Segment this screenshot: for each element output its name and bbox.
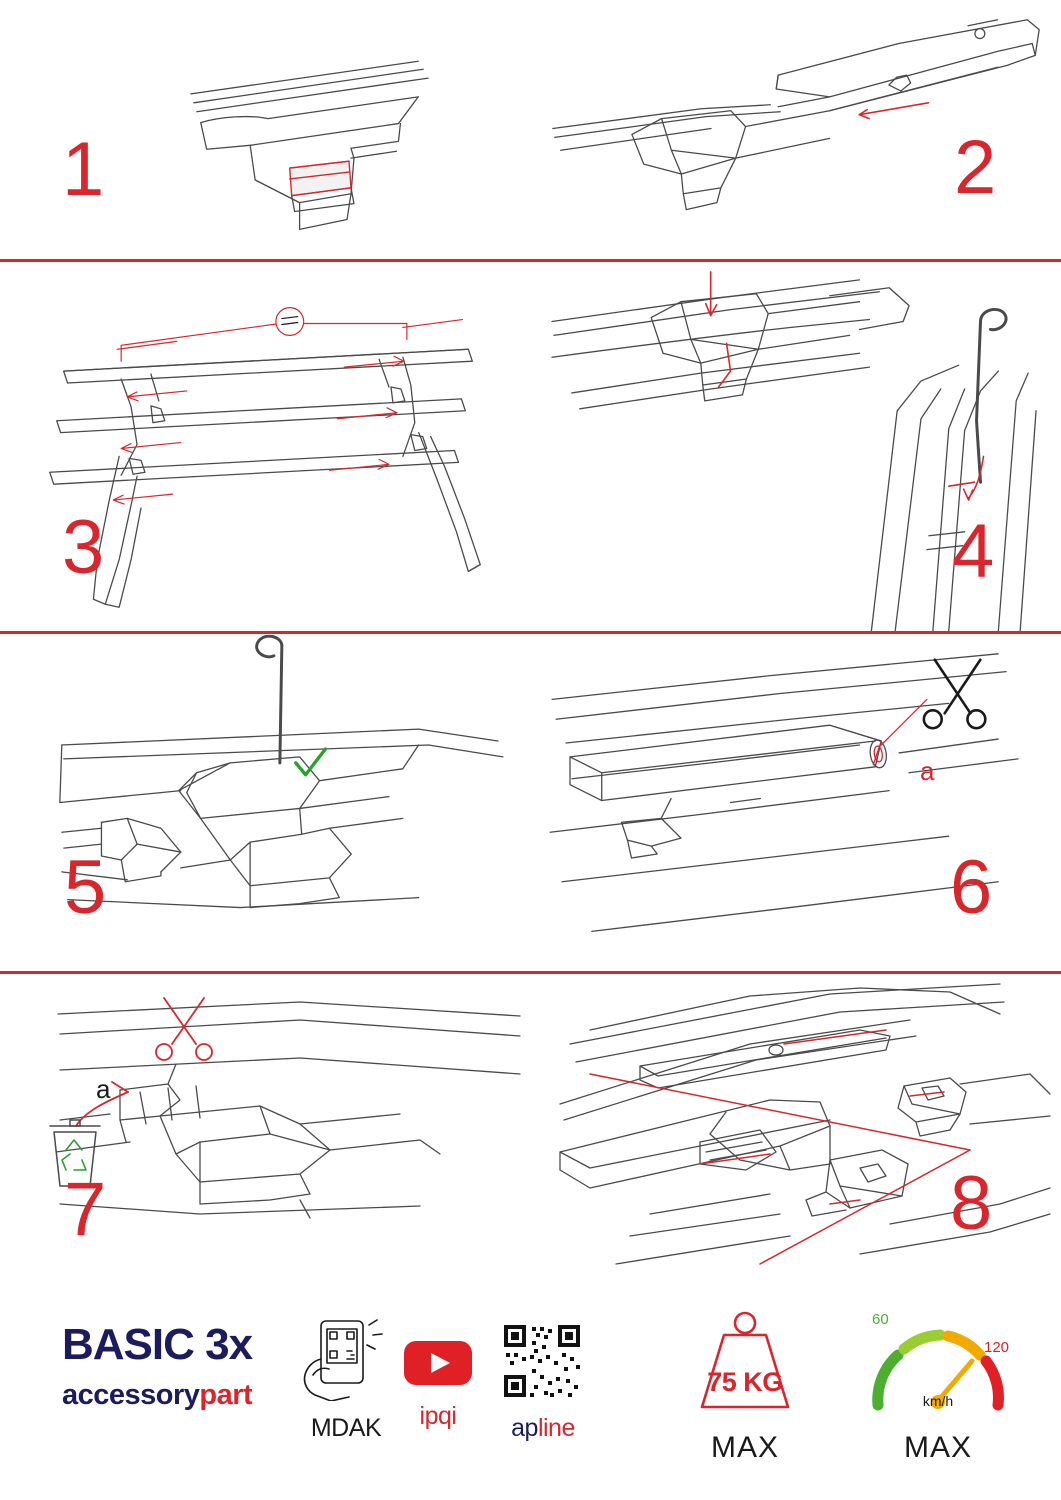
- brand-subtitle: [62, 1381, 292, 1410]
- step-panel-3: [0, 262, 530, 631]
- logo-ipqi-caption: ipqi: [419, 1402, 457, 1430]
- step-number-1: 1: [62, 127, 105, 212]
- logo-mdak-caption-first: MD: [310, 1414, 349, 1442]
- step-panel-7: [0, 974, 530, 1292]
- weight-icon: [660, 1307, 830, 1425]
- step-panel-2: [530, 0, 1061, 259]
- brand-sub-first: accessory: [62, 1379, 200, 1411]
- logo-mdak[interactable]: [286, 1315, 406, 1443]
- speed-tick-low: 60: [872, 1311, 889, 1328]
- step-panel-6: [530, 634, 1061, 971]
- logo-apline-caption: [478, 1414, 608, 1443]
- max-speed-block: [848, 1305, 1028, 1465]
- youtube-icon: [400, 1335, 476, 1389]
- step-number-7: 7: [64, 1167, 107, 1252]
- footer: [0, 1295, 1061, 1500]
- max-speed-label: MAX: [903, 1431, 972, 1464]
- speed-tick-high: 120: [984, 1339, 1010, 1356]
- brand-title-text: BASIC 3: [62, 1320, 229, 1369]
- speedometer-icon: [848, 1305, 1028, 1425]
- step-panel-4: [530, 262, 1061, 631]
- brand-title-suffix: x: [228, 1320, 253, 1369]
- logo-mdak-caption-last: K: [364, 1414, 382, 1442]
- logo-apline-caption-first: ap: [511, 1414, 538, 1442]
- logo-mdak-caption-mid: A: [348, 1414, 365, 1442]
- step-number-6: 6: [950, 845, 993, 930]
- step-row-2: [0, 262, 1061, 634]
- qr-code-icon: [500, 1321, 586, 1401]
- max-load-block: [660, 1307, 830, 1465]
- step-row-4: [0, 974, 1061, 1292]
- step-number-4: 4: [952, 509, 995, 594]
- step-panel-5: [0, 634, 530, 971]
- hand-phone-qr-icon: [291, 1315, 401, 1401]
- step-panel-8: [530, 974, 1061, 1292]
- logo-mdak-caption: [286, 1414, 406, 1443]
- step-number-8: 8: [950, 1161, 993, 1246]
- step-row-3: [0, 634, 1061, 974]
- brand-title: [62, 1320, 292, 1369]
- logo-ipqi[interactable]: [396, 1335, 480, 1431]
- step-7-part-label: a: [96, 1074, 111, 1104]
- speed-unit: km/h: [922, 1393, 954, 1409]
- step-row-1: [0, 0, 1061, 262]
- step-number-3: 3: [62, 505, 105, 590]
- step-6-part-label: a: [920, 756, 935, 786]
- step-number-2: 2: [954, 125, 997, 210]
- logo-apline-caption-second: line: [537, 1414, 575, 1442]
- max-load-label: MAX: [710, 1431, 779, 1464]
- logo-apline[interactable]: [478, 1321, 608, 1443]
- max-load-value: 75 KG: [707, 1367, 783, 1397]
- step-panel-1: [0, 0, 530, 259]
- step-number-5: 5: [64, 845, 107, 930]
- brand-block: [62, 1320, 292, 1411]
- brand-sub-second: part: [199, 1379, 253, 1411]
